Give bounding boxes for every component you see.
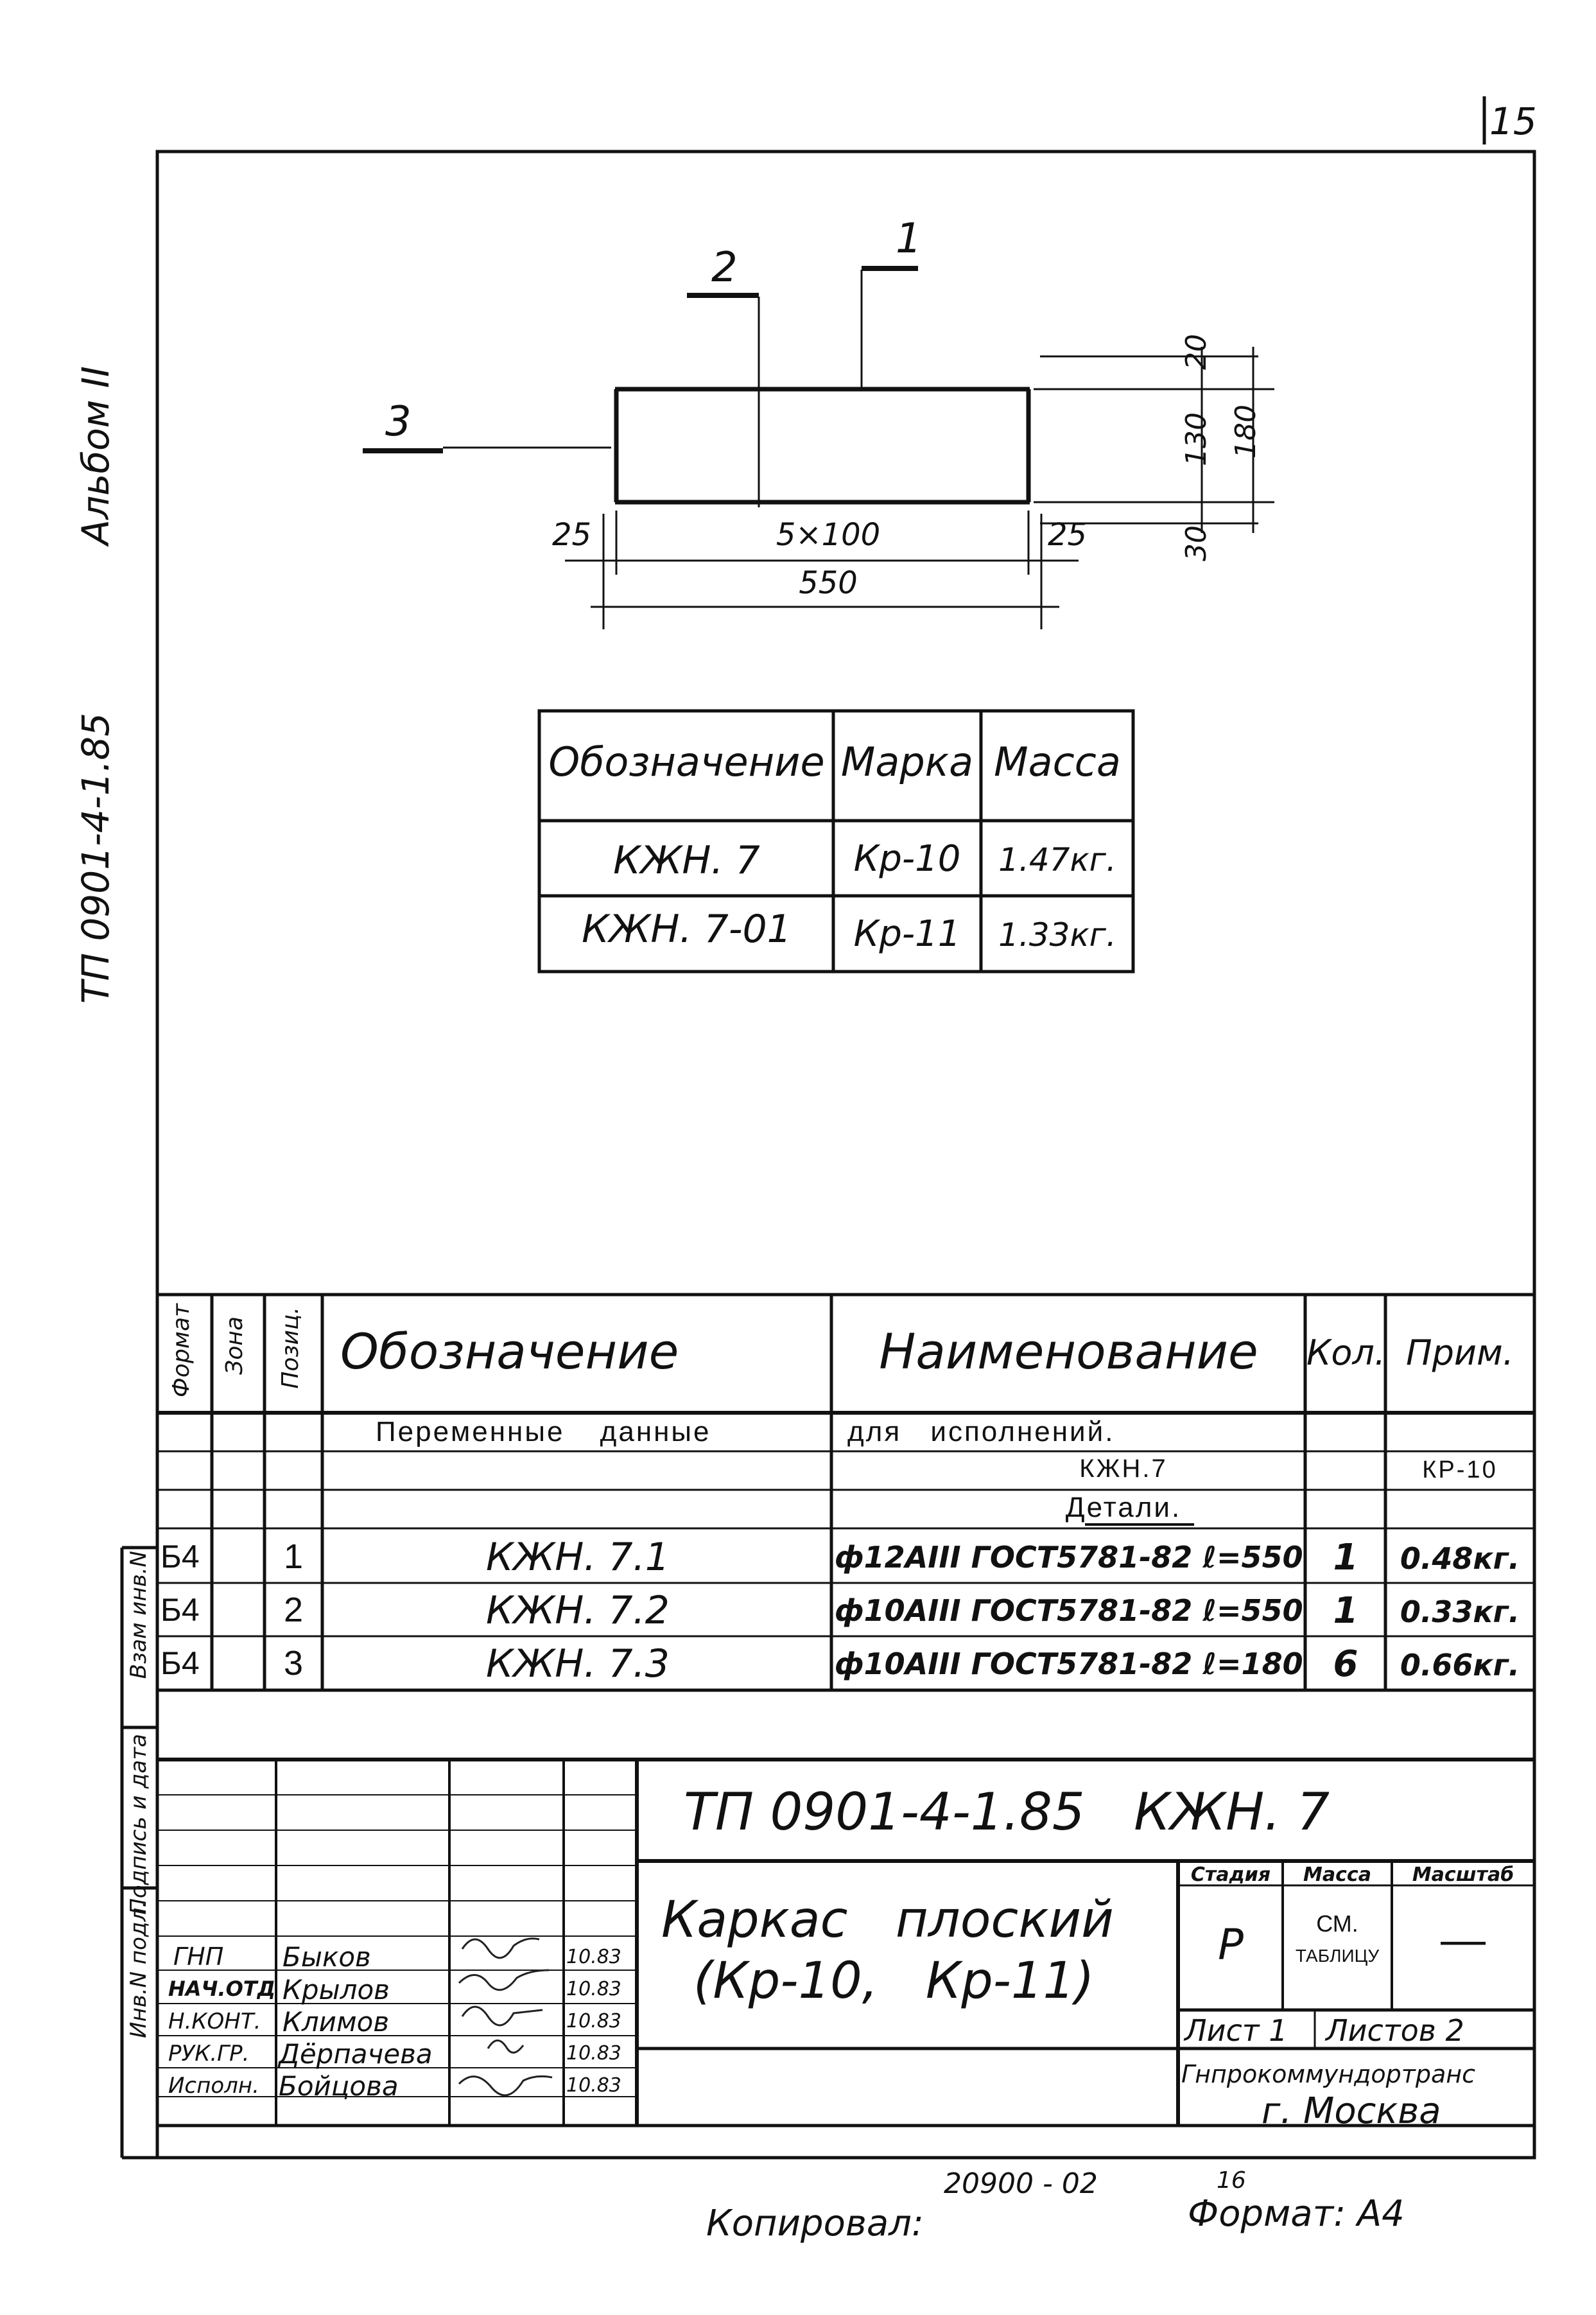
- order-number: 20900 - 02: [944, 2167, 1098, 2200]
- leader-label-2: 2: [711, 244, 738, 292]
- signatures: [459, 1939, 552, 2095]
- stage-label: Стадия: [1190, 1864, 1271, 1886]
- spec-header-designation: Обозначение: [340, 1323, 679, 1380]
- dim-30: 30: [1180, 525, 1213, 561]
- spec-row2-qty: 1: [1333, 1590, 1358, 1632]
- spec-header-qty: Кол.: [1306, 1332, 1386, 1373]
- spec-row3-name: ф10АIII ГОСТ5781-82 ℓ=180: [835, 1647, 1303, 1681]
- leader-label-1: 1: [896, 215, 922, 263]
- margin-stamp-inv: Инв.N подл.: [126, 1901, 152, 2038]
- album-label: Альбом II: [74, 366, 117, 545]
- signer-role: РУК.ГР.: [168, 2041, 250, 2066]
- order-sub: 16: [1217, 2167, 1246, 2194]
- variant-header-mass: Масса: [994, 738, 1121, 785]
- spec-row3-qty: 6: [1333, 1643, 1358, 1685]
- signer-date: 10.83: [566, 1946, 621, 1968]
- spec-variant-line: КЖН.7: [1079, 1455, 1168, 1483]
- stage-value: Р: [1218, 1920, 1244, 1970]
- mass-label: Масса: [1303, 1864, 1371, 1886]
- spec-header-note: Прим.: [1406, 1332, 1514, 1373]
- format-label: Формат: А4: [1188, 2193, 1405, 2235]
- margin-code: ТП 0901-4-1.85: [74, 713, 117, 1004]
- org-line-2: г. Москва: [1262, 2090, 1441, 2132]
- spec-variable-label: Переменные данные: [376, 1416, 711, 1447]
- spec-header-format: Формат: [168, 1304, 195, 1398]
- org-line-1: Гнпрокоммундортранс: [1181, 2060, 1476, 2088]
- spec-section-details: Детали.: [1065, 1492, 1182, 1523]
- signer-date: 10.83: [566, 2010, 621, 2032]
- variant-row2-mass: 1.33кг.: [998, 916, 1116, 954]
- signer-name: Быков: [282, 1941, 371, 1973]
- variant-row2-designation: КЖН. 7-01: [582, 907, 792, 952]
- leader-label-3: 3: [385, 398, 412, 446]
- dim-5x100: 5×100: [776, 517, 881, 553]
- signer-role: Н.КОНТ.: [168, 2009, 261, 2034]
- signer-date: 10.83: [566, 2074, 621, 2097]
- title-line-1: Каркас плоский: [661, 1891, 1114, 1949]
- signer-role: Исполн.: [168, 2073, 259, 2099]
- margin-stamp-sign: Подпись и дата: [126, 1734, 152, 1915]
- dim-left-25: 25: [552, 517, 592, 553]
- dim-right-25: 25: [1048, 517, 1088, 553]
- signer-date: 10.83: [566, 1978, 621, 2000]
- spec-row1-pos: 1: [283, 1537, 304, 1576]
- spec-row1-format: Б4: [160, 1539, 200, 1575]
- title-doc-code: ТП 0901-4-1.85 КЖН. 7: [684, 1782, 1330, 1842]
- variant-row1-designation: КЖН. 7: [613, 838, 760, 883]
- scale-label: Масштаб: [1412, 1864, 1514, 1886]
- spec-header-zone: Зона: [221, 1316, 248, 1375]
- sheet-label: Лист 1: [1184, 2013, 1288, 2048]
- scale-value: —: [1441, 1914, 1486, 1964]
- signer-name: Крылов: [282, 1974, 390, 2005]
- spec-row3-designation: КЖН. 7.3: [486, 1641, 670, 1686]
- dim-20: 20: [1180, 334, 1213, 370]
- variant-row2-mark: Кр-11: [853, 913, 961, 955]
- spec-row3-pos: 3: [283, 1644, 304, 1682]
- variant-header-designation: Обозначение: [548, 738, 825, 785]
- spec-row2-format: Б4: [160, 1592, 200, 1628]
- signer-name: Бойцова: [279, 2070, 399, 2102]
- signer-name: Климов: [282, 2006, 390, 2038]
- dim-180: 180: [1229, 405, 1262, 459]
- sheets-label: Листов 2: [1326, 2013, 1464, 2048]
- spec-row1-qty: 1: [1333, 1537, 1358, 1578]
- spec-header-name: Наименование: [879, 1323, 1258, 1380]
- dim-total-550: 550: [799, 565, 858, 601]
- dim-130: 130: [1180, 412, 1213, 466]
- spec-header-pos: Позиц.: [277, 1307, 304, 1389]
- spec-row3-note: 0.66кг.: [1400, 1648, 1520, 1682]
- spec-variant-note: КР-10: [1422, 1456, 1498, 1483]
- spec-row2-pos: 2: [283, 1591, 304, 1629]
- sheet-number: 15: [1489, 100, 1537, 143]
- spec-row1-note: 0.48кг.: [1400, 1541, 1520, 1576]
- signer-name: Дёрпачева: [279, 2038, 433, 2070]
- spec-row2-name: ф10АIII ГОСТ5781-82 ℓ=550: [835, 1593, 1303, 1628]
- mass-value-2: ТАБЛИЦУ: [1295, 1946, 1380, 1966]
- title-line-2: (Кр-10, Кр-11): [693, 1952, 1095, 2010]
- spec-row1-designation: КЖН. 7.1: [486, 1535, 670, 1580]
- spec-row2-note: 0.33кг.: [1400, 1594, 1520, 1629]
- signer-role: ГНП: [173, 1943, 224, 1971]
- copied-label: Копировал:: [706, 2203, 924, 2244]
- margin-stamp-replace: Взам инв.N: [126, 1551, 152, 1679]
- spec-row1-name: ф12АIII ГОСТ5781-82 ℓ=550: [835, 1540, 1303, 1575]
- spec-row2-designation: КЖН. 7.2: [486, 1588, 670, 1633]
- variant-row1-mass: 1.47кг.: [998, 841, 1116, 878]
- signer-date: 10.83: [566, 2042, 621, 2065]
- spec-variable-label2: для исполнений.: [847, 1416, 1115, 1447]
- variant-row1-mark: Кр-10: [853, 838, 961, 880]
- mass-value: СМ.: [1316, 1910, 1358, 1937]
- spec-row3-format: Б4: [160, 1645, 200, 1681]
- variant-header-mark: Марка: [840, 738, 974, 785]
- signer-role: НАЧ.ОТД: [168, 1977, 276, 2001]
